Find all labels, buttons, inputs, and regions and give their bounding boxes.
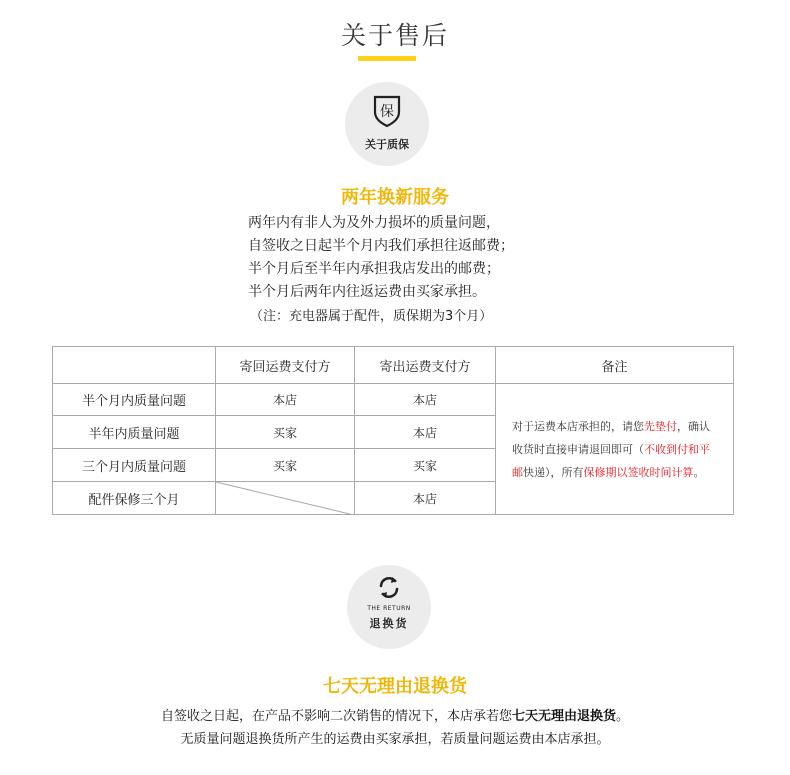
service-line: 自签收之日起半个月内我们承担往返邮费； (248, 238, 514, 254)
returns-text: 。 (616, 709, 630, 724)
remark-part: ，确认收货时直接申请退回即可（ (512, 419, 710, 456)
warranty-badge (345, 82, 429, 166)
returns-text: 自签收之日起，在产品不影响二次销售的情况下，本店承若您 (160, 709, 512, 724)
send-payer-cell: 本店 (355, 384, 496, 416)
table-header-row (53, 347, 734, 384)
table-header-empty (53, 347, 216, 384)
service-description (248, 212, 514, 304)
table-header-return-payer: 寄回运费支付方 (216, 347, 355, 384)
charger-note: （注：充电器属于配件，质保期为3个月） (250, 309, 493, 324)
refresh-icon (378, 575, 400, 605)
warranty-badge-label: 关于质保 (365, 138, 409, 151)
row-label: 半年内质量问题 (53, 416, 216, 449)
diagonal-line (216, 482, 354, 515)
remark-highlight: 先垫付 (644, 419, 677, 433)
service-heading: 两年换新服务 (341, 187, 449, 208)
title-underline (358, 56, 416, 61)
return-badge (347, 565, 431, 649)
service-line: 半个月后两年内往返运费由买家承担。 (248, 284, 486, 300)
return-badge-label: 退换货 (369, 617, 409, 630)
return-payer-cell: 买家 (216, 416, 355, 449)
return-badge-english: THE RETURN (367, 605, 411, 612)
send-payer-cell: 本店 (355, 482, 496, 515)
return-payer-cell: 买家 (216, 449, 355, 482)
table-row (53, 384, 734, 416)
remark-text (496, 415, 733, 484)
shipping-policy-table (52, 346, 734, 515)
row-label: 半个月内质量问题 (53, 384, 216, 416)
table-header-remark: 备注 (496, 347, 734, 384)
shield-char: 保 (380, 104, 394, 120)
service-line: 半个月后至半年内承担我店发出的邮费； (248, 261, 500, 277)
table-header-send-payer: 寄出运费支付方 (355, 347, 496, 384)
send-payer-cell: 本店 (355, 416, 496, 449)
send-payer-cell: 买家 (355, 449, 496, 482)
diagonal-empty-cell (216, 482, 355, 515)
remark-part: 。 (693, 465, 705, 479)
shield-icon (372, 95, 402, 131)
return-payer-cell: 本店 (216, 384, 355, 416)
page-title: 关于售后 (340, 21, 449, 50)
remark-part: 快递），所有 (523, 465, 584, 479)
row-label: 配件保修三个月 (53, 482, 216, 515)
returns-line-2: 无质量问题退换货所产生的运费由买家承担，若质量问题运费由本店承担。 (180, 732, 610, 747)
remark-highlight: 不收到付和平邮 (512, 442, 710, 479)
row-label: 三个月内质量问题 (53, 449, 216, 482)
returns-heading: 七天无理由退换货 (323, 676, 467, 697)
returns-line-1 (0, 705, 790, 724)
remark-cell (496, 384, 734, 515)
remark-highlight: 保修期以签收时间计算 (583, 465, 694, 479)
remark-part: 对于运费本店承担的，请您 (512, 419, 644, 433)
returns-emphasis: 七天无理由退换货 (511, 709, 616, 724)
service-line: 两年内有非人为及外力损坏的质量问题， (248, 215, 500, 231)
